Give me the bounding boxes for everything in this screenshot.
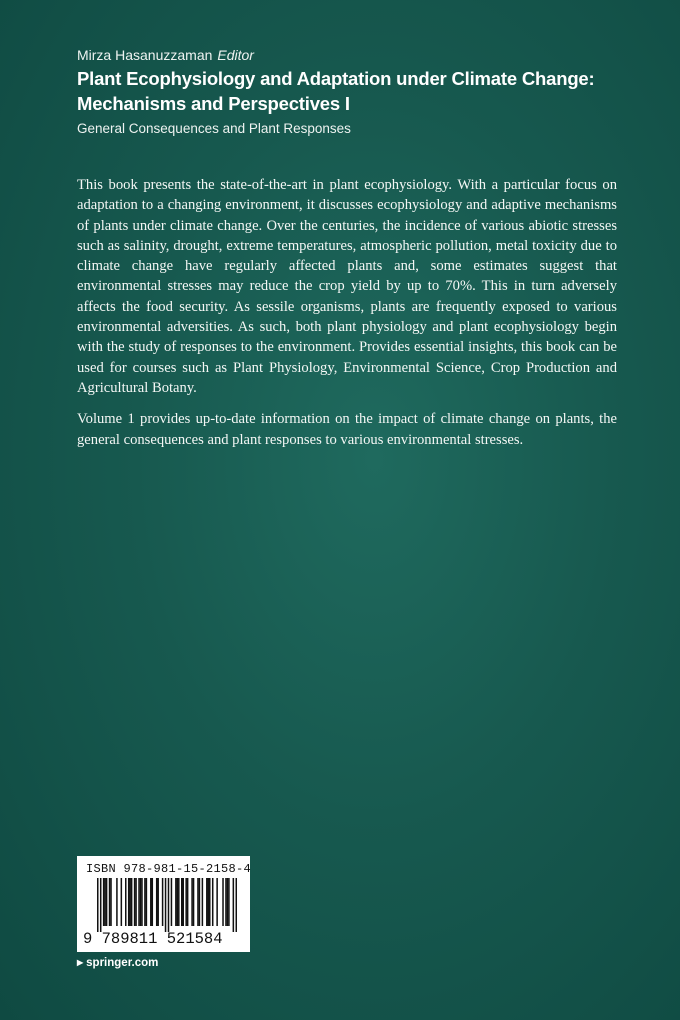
barcode-bar: [187, 878, 189, 926]
publisher-website: springer.com: [86, 957, 159, 969]
barcode-bar: [103, 878, 105, 926]
description-paragraph-1: This book presents the state-of-the-art in plant ecophysiology. With a particular focus on adaptation to a changing environment, it discusses ecophysiology and adaptive mechanisms of plants under climate change. Over the centuries, the incidence of various abiotic stresses such as salinity, drought, extreme temperatures, atmospheric pollution, metal toxicity due to climate change have regularly affected plants and, some estimates suggest that environmental stresses may reduce the crop yield by up to 70%. This in turn adversely affects the food security. As sessile organisms, plants are frequently exposed to various environmental adversities. As such, both plant physiology and plant ecophysiology begin with the study of responses to the environment. Provides essential insights, this book can be used for courses such as Plant Physiology, Environmental Science, Crop Production and Agricultural Botany.: [77, 177, 617, 396]
barcode-bar: [225, 878, 227, 926]
barcode-bar: [121, 878, 123, 926]
barcode-bar: [216, 878, 218, 926]
barcode-bar: [177, 878, 179, 926]
book-subtitle: General Consequences and Plant Responses: [77, 121, 351, 136]
barcode-digits: 9 789811 521584: [83, 930, 223, 948]
barcode-bar: [202, 878, 204, 926]
barcode-bar: [165, 878, 167, 932]
barcode-bar: [209, 878, 211, 926]
book-description: [77, 175, 617, 461]
barcode-bar: [106, 878, 108, 926]
barcode-bar: [156, 878, 158, 926]
barcode-bar: [129, 878, 131, 926]
barcode-bar: [128, 878, 130, 926]
barcode-bar: [181, 878, 183, 926]
barcode-bar: [116, 878, 118, 926]
barcode-bar: [141, 878, 143, 926]
editor-name: Mirza Hasanuzzaman: [77, 47, 213, 63]
publisher-link[interactable]: [77, 957, 158, 969]
barcode-bar: [228, 878, 230, 926]
barcode-bar: [152, 878, 154, 926]
triangle-right-icon: ▶: [77, 958, 84, 967]
barcode-bar: [178, 878, 180, 926]
barcode-bar: [175, 878, 177, 926]
barcode-bar: [162, 878, 164, 926]
barcode-bar: [100, 878, 102, 932]
barcode-bar: [168, 878, 170, 932]
barcode-bar: [236, 878, 237, 932]
barcode-bar: [125, 878, 127, 926]
barcode-bar: [104, 878, 106, 926]
barcode-bar: [138, 878, 140, 926]
barcode-bar: [222, 878, 224, 926]
barcode-bar: [150, 878, 152, 926]
barcode-bar: [212, 878, 214, 926]
barcode-bar: [109, 878, 111, 926]
book-title-line-2: Mechanisms and Perspectives I: [77, 93, 350, 114]
barcode-bar: [97, 878, 99, 932]
barcode-bar: [146, 878, 148, 926]
isbn-barcode-box: [77, 856, 250, 952]
barcode-bar: [157, 878, 159, 926]
barcode-bars: [97, 878, 237, 932]
barcode-bar: [144, 878, 146, 926]
barcode-bar: [110, 878, 112, 926]
editor-role: Editor: [217, 47, 254, 63]
barcode-bar: [206, 878, 208, 926]
editor-line: [77, 47, 254, 63]
barcode-bar: [182, 878, 184, 926]
barcode-bar: [191, 878, 193, 926]
book-title: [77, 66, 637, 116]
barcode-bar: [233, 878, 235, 932]
description-paragraph-2: Volume 1 provides up-to-date information on the impact of climate change on plants, the general consequences and plant responses to various environmental stresses.: [77, 411, 617, 448]
barcode-bar: [134, 878, 136, 926]
barcode-bar: [197, 878, 199, 926]
book-title-line-1: Plant Ecophysiology and Adaptation under Climate Change:: [77, 68, 595, 89]
barcode-bar: [199, 878, 201, 926]
barcode-bar: [131, 878, 133, 926]
barcode-bar: [135, 878, 137, 926]
barcode-bar: [193, 878, 195, 926]
barcode-bar: [208, 878, 210, 926]
isbn-label: ISBN 978-981-15-2158-4: [86, 862, 252, 876]
barcode-bar: [185, 878, 187, 926]
barcode-bar: [227, 878, 229, 926]
barcode-bar: [140, 878, 142, 926]
barcode-bar: [171, 878, 173, 926]
